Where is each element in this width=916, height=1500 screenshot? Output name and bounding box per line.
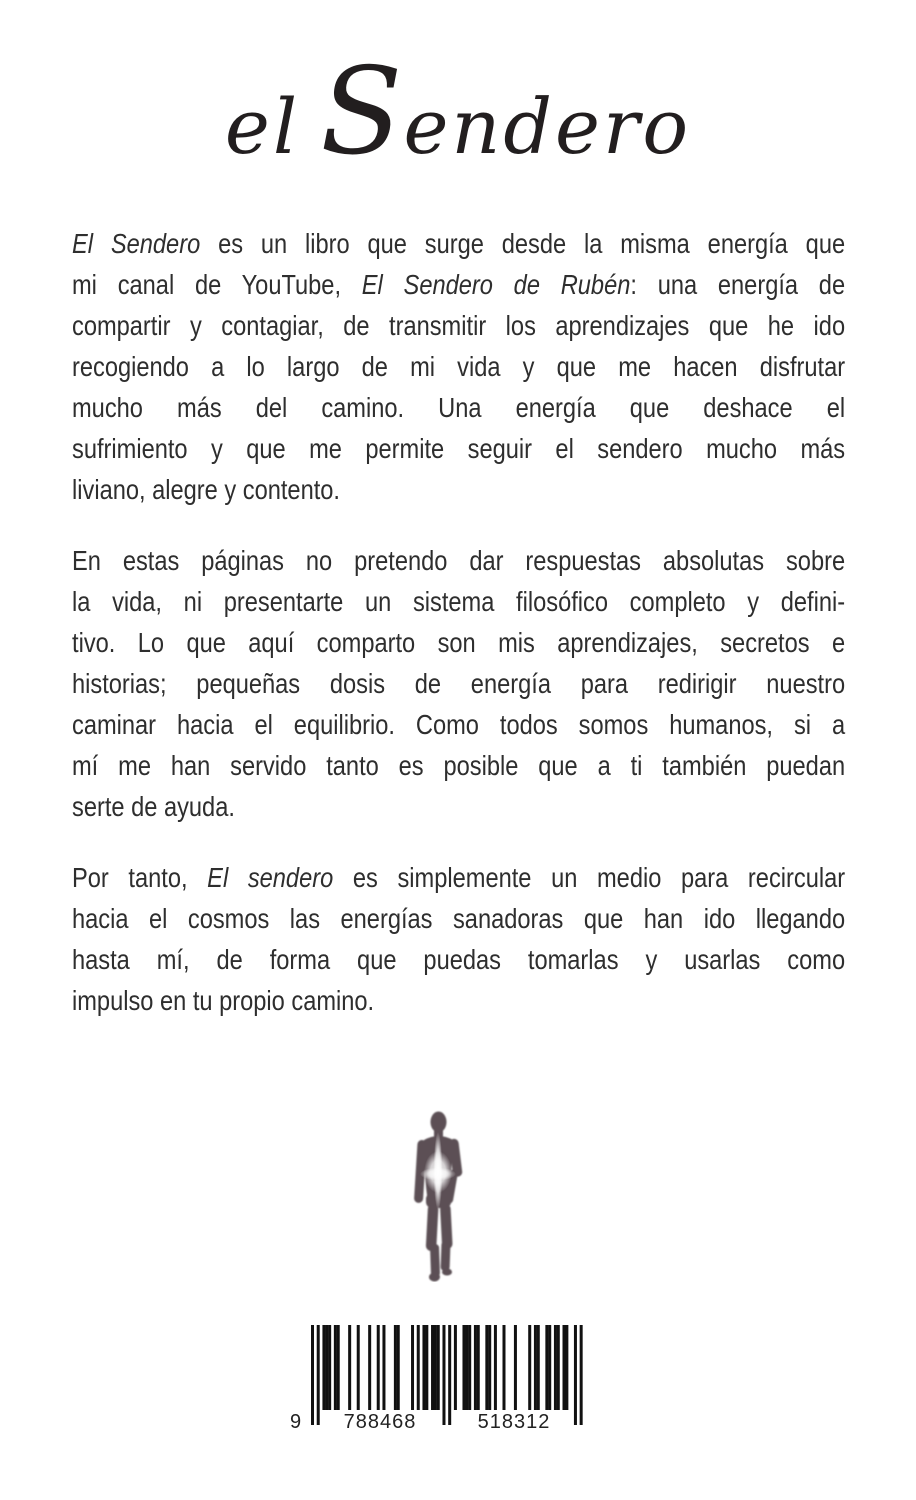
text-line: mí me han servido tanto es posible que a ti también puedan <box>72 750 846 781</box>
text-line: Por tanto, El sendero es simplemente un medio para recircular <box>72 862 846 893</box>
paragraph <box>72 540 845 827</box>
text-line: la vida, ni presentarte un sistema filosófico completo y defini- <box>72 586 846 617</box>
text-line: mucho más del camino. Una energía que deshace el <box>72 392 846 423</box>
paragraph <box>72 223 845 510</box>
barcode <box>290 1325 592 1437</box>
barcode-digits-left: 788468 <box>343 1411 417 1433</box>
walking-man-figure <box>404 1110 472 1282</box>
title-rest: endero <box>403 82 692 171</box>
text-line: compartir y contagiar, de transmitir los aprendizajes que he ido <box>72 310 846 341</box>
barcode-digit-first: 9 <box>290 1411 302 1433</box>
text-line: hacia el cosmos las energías sanadoras que han ido llegando <box>72 903 846 934</box>
walking-man-icon <box>404 1110 472 1282</box>
text-line: historias; pequeñas dosis de energía para redirigir nuestro <box>72 668 846 699</box>
text-line: tivo. Lo que aquí comparto son mis aprendizajes, secretos e <box>72 627 846 658</box>
book-title <box>0 43 916 210</box>
text-line: serte de ayuda. <box>72 791 235 822</box>
text-line: En estas páginas no pretendo dar respuestas absolutas sobre <box>72 545 846 576</box>
synopsis-text <box>72 223 845 1051</box>
text-line: sufrimiento y que me permite seguir el sendero mucho más <box>72 433 846 464</box>
text-line: impulso en tu propio camino. <box>72 985 375 1016</box>
text-line: El Sendero es un libro que surge desde la misma energía que <box>72 228 846 259</box>
text-line: recogiendo a lo largo de mi vida y que me hacen disfrutar <box>72 351 846 382</box>
paragraph <box>72 857 845 1021</box>
text-line: liviano, alegre y contento. <box>72 474 340 505</box>
text-line: mi canal de YouTube, El Sendero de Rubén: una energía de <box>72 269 846 300</box>
title-initial-s: S <box>320 43 404 182</box>
barcode-bars <box>311 1325 583 1425</box>
title-article: el <box>224 82 301 171</box>
text-line: caminar hacia el equilibrio. Como todos somos humanos, si a <box>72 709 846 740</box>
text-line: hasta mí, de forma que puedas tomarlas y usarlas como <box>72 944 846 975</box>
barcode-digits-right: 518312 <box>477 1411 551 1433</box>
